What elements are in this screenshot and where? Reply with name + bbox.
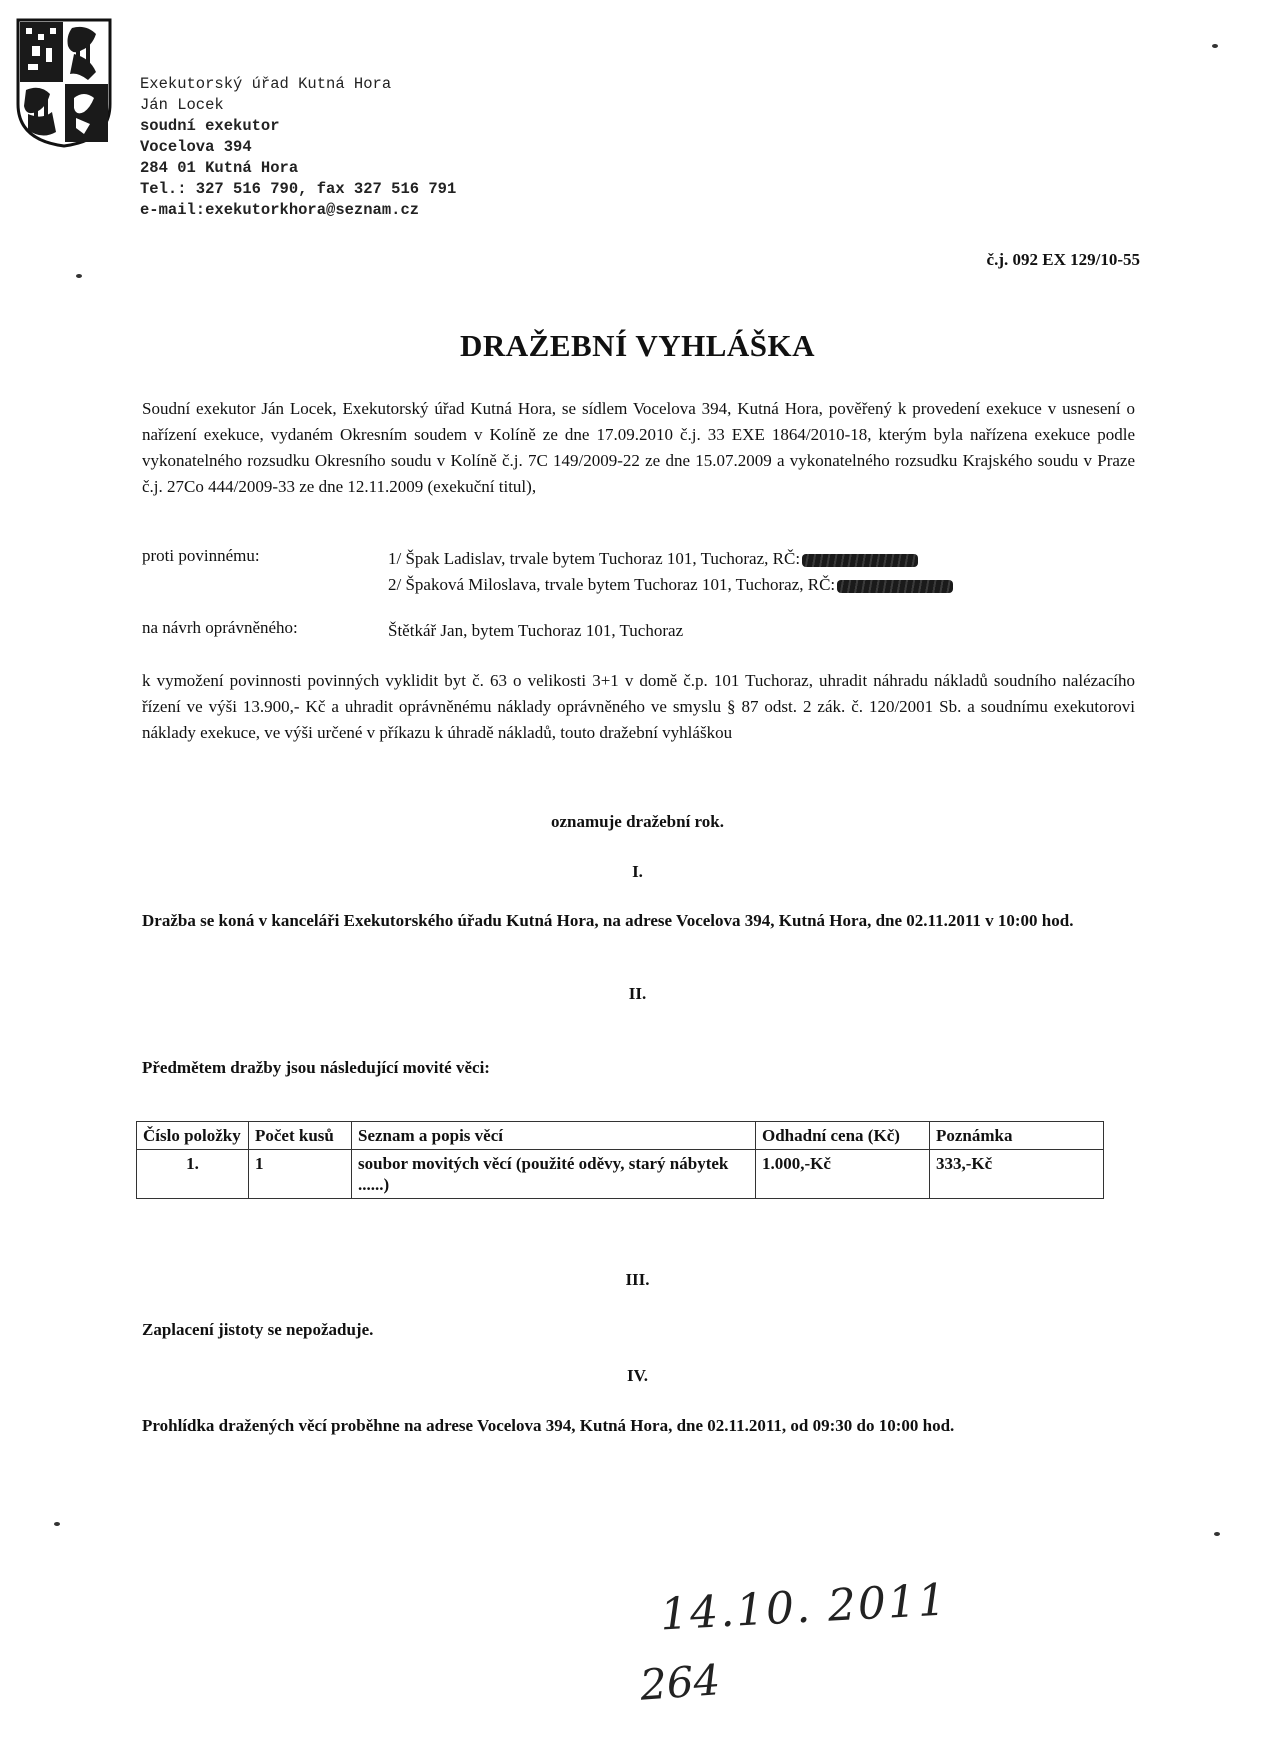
section-4-number: IV. [627, 1366, 648, 1385]
office-phone: Tel.: 327 516 790, fax 327 516 791 [140, 180, 457, 198]
handwritten-number: 264 [638, 1655, 722, 1710]
announce-line: oznamuje dražební rok. [551, 812, 724, 831]
section-1-number: I. [632, 862, 643, 881]
table-row [137, 1150, 1104, 1199]
cell-note: 333,-Kč [930, 1150, 1104, 1199]
header-estimated-price: Odhadní cena (Kč) [756, 1122, 930, 1150]
scan-speck [1212, 44, 1218, 48]
intro-paragraph: Soudní exekutor Ján Locek, Exekutorský úřad Kutná Hora, se sídlem Vocelova 394, Kutná Hora, pověřený k provedení exekuce v usnesení o nařízení exekuce, vydaném Okresním soudem v Kolíně ze dne 17.09.2010 č.j. 33 EXE 1864/2010-18, kterým byla nařízena exekuce podle vykonatelného rozsudku Okresního soudu v Kolíně č.j. 7C 149/2009-22 ze dne 15.07.2009 a vykonatelného rozsudku Krajského soudu v Praze č.j. 27Co 444/2009-33 ze dne 12.11.2009 (exekuční titul), [142, 399, 1135, 496]
obligor-label: proti povinnému: [142, 546, 260, 565]
section-4-text: Prohlídka dražených věcí proběhne na adrese Vocelova 394, Kutná Hora, dne 02.11.2011, od 09:30 do 10:00 hod. [142, 1416, 955, 1435]
obligor-party-1-text: 1/ Špak Ladislav, trvale bytem Tuchoraz 101, Tuchoraz, RČ: [388, 549, 801, 568]
section-3-text: Zaplacení jistoty se nepožaduje. [142, 1320, 374, 1339]
scan-speck [76, 274, 82, 278]
office-city: 284 01 Kutná Hora [140, 159, 299, 177]
executor-name: Ján Locek [140, 96, 224, 114]
executor-role: soudní exekutor [140, 117, 280, 135]
scan-speck [54, 1522, 60, 1526]
obligor-party-1 [388, 546, 918, 572]
header-description: Seznam a popis věcí [352, 1122, 756, 1150]
items-table [136, 1121, 1104, 1199]
obligor-party-2 [388, 572, 953, 598]
header-item-number: Číslo položky [137, 1122, 249, 1150]
claimant-text: Štětkář Jan, bytem Tuchoraz 101, Tuchoraz [388, 621, 684, 640]
section-1-text: Dražba se koná v kanceláři Exekutorského úřadu Kutná Hora, na adrese Vocelova 394, Kutná Hora, dne 02.11.2011 v 10:00 hod. [142, 911, 1074, 930]
office-email: e-mail:exekutorkhora@seznam.cz [140, 201, 420, 219]
cell-count: 1 [249, 1150, 352, 1199]
table-header-row [137, 1122, 1104, 1150]
document-title: DRAŽEBNÍ VYHLÁŠKA [459, 328, 816, 363]
obligor-party-2-text: 2/ Špaková Miloslava, trvale bytem Tuchoraz 101, Tuchoraz, RČ: [388, 575, 836, 594]
section-2-text: Předmětem dražby jsou následující movité věci: [142, 1058, 490, 1077]
cell-item-number: 1. [137, 1150, 249, 1199]
header-count: Počet kusů [249, 1122, 352, 1150]
cell-description: soubor movitých věcí (použité oděvy, starý nábytek ......) [352, 1150, 756, 1199]
coat-of-arms-emblem [16, 18, 112, 148]
section-3-number: III. [625, 1270, 650, 1289]
handwritten-date: 14.10. 2011 [658, 1574, 950, 1641]
redaction-mark [837, 580, 953, 593]
scan-speck [1214, 1532, 1220, 1536]
claimant-label: na návrh oprávněného: [142, 618, 298, 637]
redaction-mark [802, 554, 918, 567]
cell-estimated-price: 1.000,-Kč [756, 1150, 930, 1199]
office-name: Exekutorský úřad Kutná Hora [140, 75, 392, 93]
letterhead [140, 74, 700, 221]
purpose-paragraph: k vymožení povinnosti povinných vyklidit byt č. 63 o velikosti 3+1 v domě č.p. 101 Tuchoraz, uhradit náhradu nákladů soudního nalézacího řízení ve výši 13.900,- Kč a uhradit oprávněnému náklady oprávněného ve smyslu § 87 odst. 2 zák. č. 120/2001 Sb. a soudnímu exekutorovi náklady exekuce, ve výši určené v příkazu k úhradě nákladů, touto dražební vyhláškou [142, 671, 1135, 742]
reference-number: č.j. 092 EX 129/10-55 [986, 250, 1140, 269]
header-note: Poznámka [930, 1122, 1104, 1150]
office-street: Vocelova 394 [140, 138, 252, 156]
section-2-number: II. [628, 984, 647, 1003]
